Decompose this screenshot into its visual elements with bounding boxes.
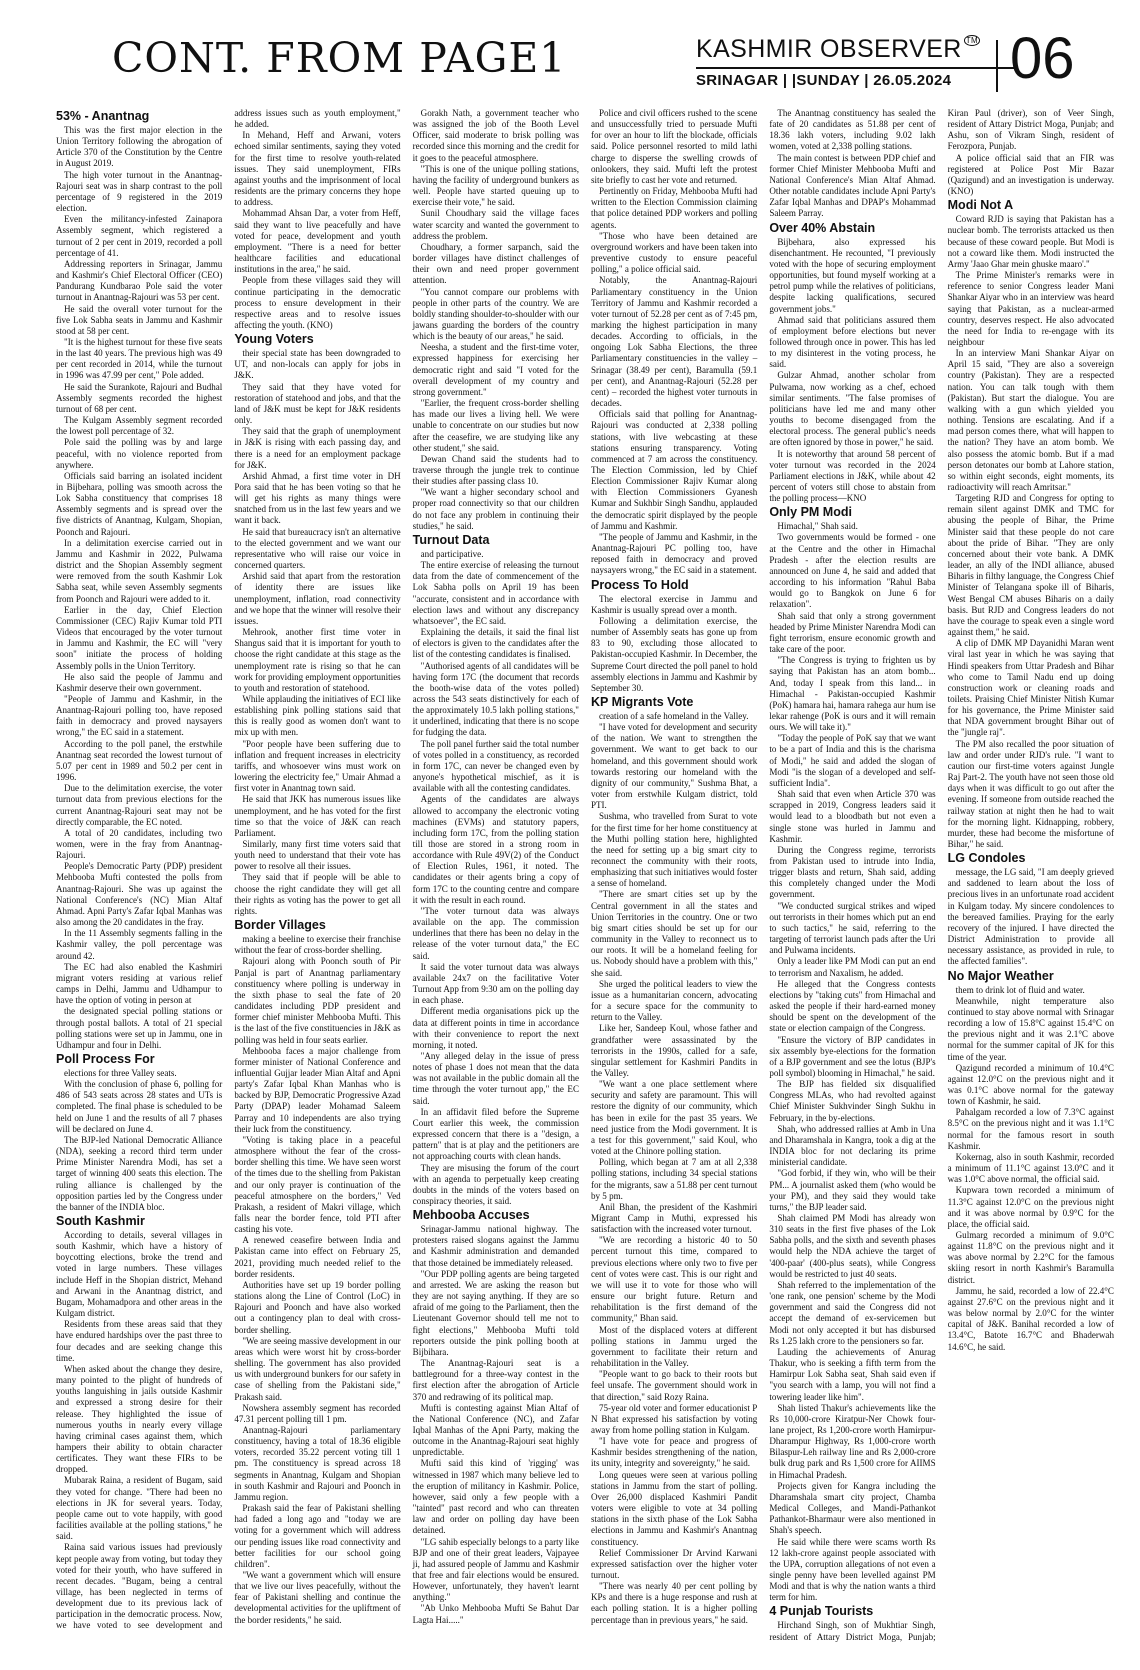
article-paragraph: Targeting RJD and Congress for opting to remain silent against DMK and TMC for abusing the people of Bihar, the Prime Minister said that these people do not care about the pride of Bihar. "They are only concerned about their vote bank. A DMK leader, an ally of the INDI alliance, abused Biharis in filthy language, the Congress Chief Minister of Telangana spoke ill of Biharis, West Bengal CM abuses Biharis on a daily basis. But RJD and Congress leaders do not have the courage to speak even a single word against them," he said. bbox=[947, 493, 1114, 638]
article-paragraph: Most of the displaced voters at different polling stations in Jammu urged the government to facilitate their return and rehabilitation in the Valley. bbox=[590, 1324, 758, 1369]
article-paragraph: The BJP-led National Democratic Alliance (NDA), seeking a record third term under Prime Minister Narendra Modi, has set a target of winning 400 seats this election. The ruling alliance is challenged by the opposition parties led by the Congress under the banner of the INDIA bloc. bbox=[56, 1134, 223, 1212]
article-paragraph: Gorakh Nath, a government teacher who was assigned the job of the Booth Level Officer, said moderate to brisk polling was recorded since this morning and the credit for it goes to the peaceful atmosphere. bbox=[412, 108, 579, 163]
article-paragraph: While applauding the initiatives of ECI like establishing pink polling stations said that this is really good as women don't want to mix up with men. bbox=[234, 693, 401, 738]
article-paragraph: Nowshera assembly segment has recorded 47.31 percent polling till 1 pm. bbox=[234, 1402, 401, 1424]
masthead-divider bbox=[996, 40, 998, 92]
article-paragraph: The Anantnag constituency has sealed the fate of 20 candidates as 51.88 per cent of 18.36 lakh voters, including 9.02 lakh women, voted at 2,338 polling stations. bbox=[769, 108, 936, 152]
article-paragraph: "Earlier, the frequent cross-border shelling has made our lives a living hell. We were unable to concentrate on our studies but now after the ceasefire, we are studying like any other student," she said. bbox=[412, 398, 579, 453]
article-paragraph: Polling, which began at 7 am at all 2,338 polling stations, including 34 special stations for the migrants, saw a 51.88 per cent turnout by 5 pm. bbox=[590, 1157, 758, 1201]
article-paragraph: A total of 20 candidates, including two women, were in the fray from Anantnag-Rajouri. bbox=[56, 827, 223, 861]
article-paragraph: Due to the delimitation exercise, the voter turnout data from previous elections for the current Anantnag-Rajouri seat may not be directly comparable, the EC noted. bbox=[56, 783, 223, 827]
article-paragraph: With the conclusion of phase 6, polling for 486 of 543 seats across 28 states and UTs is completed. The final phase is scheduled to be held on June 1 and the results of all 7 phases will be declared on June 4. bbox=[56, 1079, 223, 1134]
article-paragraph: They are misusing the forum of the court with an agenda to perpetually keep creating doubts in the minds of the voters based on conspiracy theories, it said. bbox=[412, 1162, 579, 1206]
article-paragraph: "We want a one place settlement where security and safety are paramount. This will restore the dignity of our community, which has been in exile for the past 35 years. We need justice from the Modi government. It is a test for this government," said Koul, who voted at the Chinore polling station. bbox=[590, 1079, 758, 1157]
article-paragraph: This was the first major election in the Union Territory following the abrogation of Article 370 of the Constitution by the Centre in August 2019. bbox=[56, 125, 223, 169]
article-paragraph: Following a delimitation exercise, the number of Assembly seats has gone up from 83 to 90, excluding those allocated to Pakistan-occupied Kashmir. In December, the Supreme Court directed the poll panel to hold assembly elections in Jammu and Kashmir by September 30. bbox=[590, 615, 758, 693]
article-paragraph: It said the voter turnout data was always available 24x7 on the facilitative Voter Turnout App from 9:30 am on the polling day in each phase. bbox=[412, 961, 579, 1006]
article-paragraph: Srinagar-Jammu national highway. The protesters raised slogans against the Jammu and Kashmir administration and demanded that those detained be immediately released. bbox=[412, 1224, 579, 1268]
article-paragraph: The Prime Minister's remarks were in reference to senior Congress leader Mani Shankar Aiyar who in an interview was heard saying that Pakistan, as a nuclear-armed country, deserves respect. He also advocated the need for India to re-engage with its neighbour bbox=[947, 270, 1114, 347]
article-paragraph: "There was nearly 40 per cent polling by KPs and there is a huge response and rush at each polling station. It is a higher polling percentage than in previous years," he said. bbox=[590, 1581, 758, 1625]
article-paragraph: Mehrook, another first time voter in Shangus said that it is important for youth to choose the right candidate at this stage as the unemployment rate is rising so that he can work for providing employment opportunities to youth and restoration of statehood. bbox=[234, 627, 401, 693]
article-heading: 4 Punjab Tourists bbox=[769, 1604, 874, 1619]
article-paragraph: A renewed ceasefire between India and Pakistan came into effect on February 25, 2021, providing much needed relief to the border residents. bbox=[234, 1235, 401, 1279]
article-paragraph: "LG sahib especially belongs to a party like BJP and one of their great leaders, Vajpayee ji, had assured people of Jammu and Kashmir that free and fair elections would be ensured. However, unfortunately, they haven't learnt anything." bbox=[412, 1536, 579, 1603]
article-paragraph: Projects given for Kangra including the Dharamshala smart city project, Chamba Medical Colleges, and Mandi-Pathankot Pathankot-Bharmaur were also mentioned in Shah's speech. bbox=[769, 1480, 936, 1536]
article-paragraph: "God forbid, if they win, who will be their PM... A journalist asked them (who would be your PM), and they said they would take turns," the BJP leader said. bbox=[769, 1168, 936, 1212]
article-heading: Process To Hold bbox=[590, 577, 689, 592]
article-paragraph: The electoral exercise in Jammu and Kashmir is usually spread over a month. bbox=[590, 593, 758, 615]
article-paragraph: Coward RJD is saying that Pakistan has a nuclear bomb. The terrorists attacked us then because of these coward people. But Modi is not a coward like them. Modi instructed the Army 'Jaao Ghar mein ghuske maaro'." bbox=[947, 214, 1114, 269]
article-paragraph: Gulzar Ahmad, another scholar from Pulwama, now working as a chef, echoed similar sentiments. "The false promises of politicians have led me and many other youths to become disengaged from the electoral process. The general public's needs are often ignored by those in power," he said. bbox=[769, 370, 936, 448]
article-paragraph: Shah said that even when Article 370 was scrapped in 2019, Congress leaders said it would lead to a bloodbath but not even a single stone was hurled in Jammu and Kashmir. bbox=[769, 789, 936, 844]
article-paragraph: Residents from these areas said that they have endured hardships over the past three to four decades and are seeking change this time. bbox=[56, 1319, 223, 1363]
article-paragraph: According to details, several villages in south Kashmir, which have a history of boycotting elections, broke the trend and voted in large numbers. These villages include Heff in the Shopian district, Mehand and Arwani in the Anantnag district, and Bugam, Mohamadpora and other areas in the Kulgam district. bbox=[56, 1230, 223, 1319]
article-paragraph: "It is the highest turnout for these five seats in the last 40 years. The previous high was 49 per cent recorded in 2014, while the turnout in 1996 was 47.99 per cent," Pole added. bbox=[56, 336, 223, 381]
article-heading: KP Migrants Vote bbox=[590, 694, 694, 709]
article-paragraph: A clip of DMK MP Dayanidhi Maran went viral last year in which he was saying that Hindi speakers from Uttar Pradesh and Bihar who come to Tamil Nadu end up doing construction work or cleaning roads and toilets. Praising Chief Minister Nitish Kumar for his governance, the Prime Minister said that NDA government brought Bihar out of the "jungle raj". bbox=[947, 638, 1114, 738]
article-paragraph: Shah referred to the implementation of the 'one rank, one pension' scheme by the Modi government and said the Congress did not accept the demand of ex-servicemen but Modi not only accepted it but has disbursed Rs 1.25 lakh crore to the pensioners so far. bbox=[769, 1279, 936, 1346]
article-paragraph: Different media organisations pick up the data at different points in time in accordance with their convenience to report the next morning, it noted. bbox=[412, 1006, 579, 1050]
article-paragraph: Shah, who addressed rallies at Amb in Una and Dharamshala in Kangra, took a dig at the INDIA bloc for not declaring its prime ministerial candidate. bbox=[769, 1123, 936, 1168]
article-heading: Poll Process For bbox=[56, 1051, 155, 1066]
article-paragraph: 75-year old voter and former educationist P N Bhat expressed his satisfaction by voting away from home polling station in Kulgam. bbox=[590, 1402, 758, 1435]
article-paragraph: "We want a higher secondary school and proper road connectivity so that our children do not face any problem in continuing their studies," he said. bbox=[412, 487, 579, 531]
dateline: SRINAGAR | |SUNDAY | 26.05.2024 bbox=[696, 72, 952, 89]
article-paragraph: He said the Surankote, Rajouri and Budhal Assembly segments recorded the highest turnout of 68 per cent. bbox=[56, 381, 223, 414]
article-paragraph: Kupwara town recorded a minimum of 11.3°C against 12.0°C on the previous night and it was above normal by 0.9°C for the place, the official said. bbox=[947, 1185, 1114, 1229]
article-paragraph: Choudhary, a former sarpanch, said the border villages have distinct challenges of their own and need proper government attention. bbox=[412, 241, 579, 286]
article-paragraph: Shah said that only a strong government headed by Prime Minister Narendra Modi can fight terrorism, ensure economic growth and take care of the poor. bbox=[769, 610, 936, 655]
article-heading: No Major Weather bbox=[947, 968, 1054, 983]
article-paragraph: In the 11 Assembly segments falling in the Kashmir valley, the poll percentage was around 42. bbox=[56, 928, 223, 961]
article-paragraph: Kokernag, also in south Kashmir, recorded a minimum of 11.1°C against 13.0°C and it was 1.0°C above normal, the official said. bbox=[947, 1151, 1114, 1185]
article-paragraph: In an interview Mani Shankar Aiyar on April 15 said, "They are also a sovereign country (Pakistan). They are a respected nation. You can talk tough with them (Pakistan). But start the dialogue. You are walking with a gun which yielded you nothing. Tensions are escalating. And if a mad person comes there, what will happen to the nation? They have an atom bomb. We also possess the atomic bomb. But if a mad person detonates our bomb at Lahore station, so within eight seconds, eight moments, its radioactivity will reach Amritsar." bbox=[947, 348, 1114, 492]
article-paragraph: "Poor people have been suffering due to inflation and frequent increases in electricity tariffs, and whosoever wins must work on lowering the electricity fee," Umair Ahmad a first voter in Anantnag town said. bbox=[234, 738, 401, 794]
article-paragraph: The Kulgam Assembly segment recorded the lowest poll percentage of 32. bbox=[56, 415, 223, 437]
article-paragraph: It is noteworthy that around 58 percent of voter turnout was recorded in the 2024 Parliament elections in J&K, while about 42 percent of voters still chose to abstain from the polling process—KNO bbox=[769, 448, 936, 504]
article-paragraph: The PM also recalled the poor situation of law and order under RJD's rule. "I want to caution our first-time voters against Jungle Raj Part-2. The youth have not seen those old days when it was difficult to go out after the evening. If someone from outside reached the railway station at night then he had to wait for the morning light. Kidnapping, robbery, murder, these had become the misfortune of Bihar," he said. bbox=[947, 738, 1114, 849]
article-heading: Modi Not A bbox=[947, 198, 1014, 213]
page-number: 06 bbox=[1010, 26, 1075, 91]
paper-name-text: KASHMIR OBSERVER bbox=[696, 35, 962, 63]
article-paragraph: elections for three Valley seats. bbox=[64, 1067, 177, 1078]
article-heading: 53% - Anantnag bbox=[56, 109, 150, 123]
article-paragraph: He alleged that the Congress contests elections by "taking cuts" from Himachal and asked the people if their hard-earned money should be spent on the development of the state or election campaign of the Congress. bbox=[769, 978, 936, 1034]
article-paragraph: Jammu, he said, recorded a low of 22.4°C against 27.6°C on the previous night and it was below normal by 2.0°C for the winter capital of J&K. Banihal recorded a low of 13.4°C, Batote 16.7°C and Bhaderwah 14.6°C, he said. bbox=[947, 1285, 1114, 1352]
article-paragraph: Mufti said this kind of 'rigging' was witnessed in 1987 which many believe led to the eruption of militancy in Kashmir. Police, however, said only a few people with a "tainted" past record and who can threaten law and order on polling day have been detained. bbox=[412, 1458, 579, 1536]
article-paragraph: Even the militancy-infested Zainapora Assembly segment, which registered a turnout of 2 per cent in 2019, recorded a poll percentage of 41. bbox=[56, 214, 223, 258]
article-paragraph: "People of Jammu and Kashmir, in the Anantnag-Rajouri polling too, have reposed faith in democracy and proved naysayers wrong," the EC said in a statement. bbox=[56, 693, 223, 738]
article-paragraph: Two governments would be formed - one at the Centre and the other in Himachal Pradesh - after the election results are announced on June 4, he said and added that according to his information "Rahul Baba would go to Bangkok on June 6 for relaxation". bbox=[769, 532, 936, 610]
article-paragraph: making a beeline to exercise their franchise without the fear of cross-border shelling. bbox=[234, 934, 401, 956]
article-paragraph: People's Democratic Party (PDP) president Mehbooba Mufti contested the polls from Anantnag-Rajouri. She was up against the National Conference's (NC) Mian Altaf Ahmad. Apni Party's Zafar Iqbal Manhas was also among the 20 candidates in the fray. bbox=[56, 861, 223, 928]
article-heading: Young Voters bbox=[234, 332, 314, 347]
article-paragraph: "I have vote for peace and progress of Kashmir besides strengthening of the nation, its unity, integrity and sovereignty," he said. bbox=[590, 1436, 758, 1469]
article-paragraph: He said that JKK has numerous issues like unemployment, and he has voted for the first time so that the voice of J&K can reach Parliament. bbox=[234, 794, 401, 838]
article-paragraph: The main contest is between PDP chief and former Chief Minister Mehbooba Mufti and National Conference's Mian Altaf Ahmad. Other notable candidates include Apni Party's Zafar Iqbal Manhas and DPAP's Mohammad Saleem Parray. bbox=[769, 152, 936, 219]
article-heading: Mehbooba Accuses bbox=[412, 1208, 530, 1223]
article-paragraph: Lauding the achievements of Anurag Thakur, who is seeking a fifth term from the Hamirpur Lok Sabha seat, Shah said even if "you search with a lamp, you will not find a towering leader like him". bbox=[769, 1346, 936, 1402]
article-heading: LG Condoles bbox=[947, 851, 1026, 866]
article-paragraph: Pertinently on Friday, Mehbooba Mufti had written to the Election Commission claiming that police detained PDP workers and polling agents. bbox=[590, 186, 758, 230]
article-paragraph: In an affidavit filed before the Supreme Court earlier this week, the commission expressed concern that there is a "design, a pattern" that is at play and the petitioners are not approaching courts with clean hands. bbox=[412, 1106, 579, 1162]
article-paragraph: "There are smart cities set up by the Central government in all the states and Union Territories in the country. One or two big smart cities should be set up for our community in the Valley to reconnect us to our roots. It will be a homeland feeling for us. Nobody should have a problem with this," she said. bbox=[590, 889, 758, 978]
section-title: CONT. FROM PAGE1 bbox=[112, 34, 567, 82]
article-paragraph: People from these villages said they will continue participating in the democratic process to ensure development in their respective areas and to resolve issues affecting the youth. (KNO) bbox=[234, 275, 401, 330]
article-paragraph: "We want a government which will ensure that we live our lives peacefully, without the fear of Pakistani shelling and continue the developmental activities for the upliftment of the border residents," he said. bbox=[234, 1570, 401, 1625]
article-paragraph: Officials said barring an isolated incident in Bijbehara, polling was smooth across the Lok Sabha constituency that comprises 18 Assembly segments and is spread over the five districts of Anantnag, Kulgam, Shopian, Poonch and Rajouri. bbox=[56, 470, 223, 537]
article-paragraph: Raina said various issues had previously kept people away from voting, but today they voted for their youth, who have suffered in recent decades. "Bugam, being a central village, has been neglected in terms of development due to its previous lack of participation in the democratic process. Now, we have voted to see development and address issues such as youth employment," he added. bbox=[56, 108, 401, 1631]
article-paragraph: "Ensure the victory of BJP candidates in six assembly bye-elections for the formation of a BJP government and see the lotus (BJP's poll symbol) blooming in Himachal," he said. bbox=[769, 1034, 936, 1078]
article-paragraph: Relief Commissioner Dr Arvind Karwani expressed satisfaction over the higher voter turnout. bbox=[590, 1547, 758, 1580]
trademark-mark: TM bbox=[965, 36, 979, 45]
article-paragraph: During the Congress regime, terrorists from Pakistan used to intrude into India, trigger blasts and return, Shah said, adding this completely changed under the Modi government. bbox=[769, 844, 936, 900]
article-paragraph: "The people of Jammu and Kashmir, in the Anantnag-Rajouri PC polling too, have reposed faith in democracy and proved naysayers wrong," the EC said in a statement. bbox=[590, 531, 758, 576]
article-paragraph: "Authorised agents of all candidates will be having form 17C (the document that records the booth-wise data of the votes polled) across the 543 seats distinctively for each of the approximately 10.5 lakh polling stations," it underlined, indicating that there is no scope for fudging the data. bbox=[412, 660, 579, 738]
article-paragraph: In a delimitation exercise carried out in Jammu and Kashmir in 2022, Pulwama district and the Shopian Assembly segment were removed from the south Kashmir Lok Sabha seat, while seven Assembly segments from Poonch and Rajouri were added to it. bbox=[56, 537, 223, 604]
article-paragraph: Sushma, who travelled from Surat to vote for the first time for her home constituency at the Muthi polling station here, highlighted the need for setting up a big smart city to reconnect the community with their roots, emphasizing that such initiatives would foster a sense of homeland. bbox=[590, 811, 758, 889]
article-paragraph: He said that bureaucracy isn't an alternative to the elected government and we want our representative who will raise our voice in concerned quarters. bbox=[234, 526, 401, 571]
article-heading: South Kashmir bbox=[56, 1214, 145, 1228]
article-paragraph: He said the overall voter turnout for the five Lok Sabha seats in Jammu and Kashmir stood at 58 per cent. bbox=[56, 303, 223, 336]
article-paragraph: Sunil Choudhary said the village faces water scarcity and wanted the government to address the problem. bbox=[412, 208, 579, 241]
article-paragraph: "Voting is taking place in a peaceful atmosphere without the fear of the cross-border shelling this time. We have seen worst of the times due to the shelling from Pakistan and our only prayer is continuation of the peaceful atmosphere on the borders," Ved Prakash, a resident of Makri village, which falls near the border fence, told PTI after casting his vote. bbox=[234, 1134, 401, 1235]
article-paragraph: Authorities have set up 19 border polling stations along the Line of Control (LoC) in Rajouri and Poonch and have also worked out a contingency plan to deal with cross-border shelling. bbox=[234, 1279, 401, 1335]
article-paragraph: "Today the people of PoK say that we want to be a part of India and this is the charisma of Modi," he said and added the slogan of Modi "is the slogan of a developed and self-sufficient India". bbox=[769, 733, 936, 788]
paper-brand bbox=[696, 37, 1016, 88]
article-paragraph: "You cannot compare our problems with people in other parts of the country. We are boldly standing shoulder-to-shoulder with our jawans guarding the borders of the country which is the beauty of our areas," he said. bbox=[412, 286, 579, 342]
article-paragraph: Earlier in the day, Chief Election Commissioner (CEC) Rajiv Kumar told PTI Videos that encouraged by the voter turnout in Jammu and Kashmir, the EC will "very soon" initiate the process of holding Assembly polls in the Union Territory. bbox=[56, 604, 223, 671]
article-paragraph: "Our PDP polling agents are being targeted and arrested. We are asking the reason but they are not saying anything. If they are so afraid of me going to the Parliament, then the Lieutenant Governor should tell me not to fight elections," Mehbooba Mufti told reporters outside the pink polling booth at Bijbihara. bbox=[412, 1268, 579, 1357]
article-paragraph: Meanwhile, night temperature also continued to stay above normal with Srinagar recording a low of 15.8°C against 15.4°C on the previous night and it was 2.1°C above normal for the summer capital of JK for this time of the year. bbox=[947, 995, 1114, 1062]
article-paragraph: Police and civil officers rushed to the scene and unsuccessfully tried to persuade Mufti for over an hour to lift the blockade, officials said. Police personnel resorted to mild lathi charge to disperse the swelling crowds of onlookers, they said. Mufti left the protest site briefly to cast her vote and returned. bbox=[590, 108, 758, 185]
article-paragraph: Shah claimed PM Modi has already won 310 seats in the first five phases of the Lok Sabha polls, and the sixth and seventh phases would help the NDA achieve the target of '400-paar' (400-plus seats), while Congress would be restricted to just 40 seats. bbox=[769, 1213, 936, 1279]
article-paragraph: Only a leader like PM Modi can put an end to terrorism and Naxalism, he added. bbox=[769, 956, 936, 978]
article-paragraph: their special state has been downgraded to UT, and non-locals can apply for jobs in J&K. bbox=[234, 348, 401, 381]
article-paragraph: They said that the graph of unemployment in J&K is rising with each passing day, and there is a need for an employment package for J&K. bbox=[234, 426, 401, 470]
paper-name bbox=[696, 37, 1016, 62]
article-paragraph: Anil Bhan, the president of the Kashmiri Migrant Camp in Muthi, expressed his satisfaction with the increased voter turnout. bbox=[590, 1201, 758, 1235]
article-paragraph: Mufti is contesting against Mian Altaf of the National Conference (NC), and Zafar Iqbal Manhas of the Apni Party, making the outcome in the Anantnag-Rajouri seat highly unpredictable. bbox=[412, 1402, 579, 1458]
article-paragraph: Himachal," Shah said. bbox=[777, 521, 858, 532]
article-paragraph: Similarly, many first time voters said that youth need to understand that their vote has power to resolve all their issues. bbox=[234, 839, 401, 872]
article-paragraph: Ahmad said that politicians assured them of employment before elections but never followed through once in power. This has led to my disinterest in the voting process, he said. bbox=[769, 314, 936, 370]
article-paragraph: The EC had also enabled the Kashmiri migrant voters residing at various relief camps in Delhi, Jammu and Udhampur to have the option of voting in person at bbox=[56, 961, 223, 1006]
article-paragraph: Neesha, a student and the first-time voter, expressed happiness for exercising her democratic right and said "I voted for the overall development of my country and strong government." bbox=[412, 342, 579, 397]
article-paragraph: Arshid said that apart from the restoration of identity there are issues like unemployment, inflation, road connectivity and we hope that the winner will resolve their issues. bbox=[234, 571, 401, 626]
article-paragraph: message, the LG said, "I am deeply grieved and saddened to learn about the loss of precious lives in an unfortunate road accident in Kulgam today. My sincere condolences to the bereaved families. Praying for the early recovery of the injured. I have directed the District Administration to provide all necessary assistance, as provided in rule, to the affected families". bbox=[947, 867, 1114, 967]
article-paragraph: Addressing reporters in Srinagar, Jammu and Kashmir's Chief Electoral Officer (CEO) Pandurang Kundbarao Pole said the voter turnout in Anantnag-Rajouri was 53 per cent. bbox=[56, 258, 223, 303]
article-paragraph: Arshid Ahmad, a first time voter in DH Pora said that he has been voting so that he will get his rights as many things were snatched from us in the last few years and we want it back. bbox=[234, 470, 401, 526]
article-paragraph: Pahalgam recorded a low of 7.3°C against 8.5°C on the previous night and it was 1.1°C normal for the famous resort in south Kashmir. bbox=[947, 1107, 1114, 1151]
article-paragraph: They said that if people will be able to choose the right candidate they will get all their rights as voting has the power to get all rights. bbox=[234, 872, 401, 916]
article-paragraph: The high voter turnout in the Anantnag-Rajouri seat was in sharp contrast to the poll percentage of 9 registered in the 2019 election. bbox=[56, 169, 223, 214]
article-paragraph: According to the poll panel, the erstwhile Anantnag seat recorded the lowest turnout of 5.07 per cent in 1989 and 50.2 per cent in 1996. bbox=[56, 738, 223, 783]
article-paragraph: Dewan Chand said the students had to traverse through the jungle trek to continue their studies after passing class 10. bbox=[412, 453, 579, 487]
article-paragraph: Anantnag-Rajouri parliamentary constituency, having a total of 18.36 eligible voters, recorded 35.22 percent voting till 1 pm. The constituency is spread across 18 segments in Anantnag, Kulgam and Shopian in south Kashmir and Rajouri and Poonch in Jammu region. bbox=[234, 1424, 401, 1502]
masthead-rule bbox=[696, 67, 1016, 69]
article-paragraph: Rajouri along with Poonch south of Pir Panjal is part of Anantnag parliamentary constituency where polling is underway in the sixth phase to seal the fate of 20 candidates including PDP president and former chief minister Mehbooba Mufti. This is the last of the five constituencies in J&K as polling was held in four seats earlier. bbox=[234, 956, 401, 1045]
article-heading: Only PM Modi bbox=[769, 505, 852, 520]
article-paragraph: They said that they have voted for restoration of statehood and jobs, and that the land of J&K must be kept for J&K residents only. bbox=[234, 381, 401, 426]
article-paragraph: "We are recording a historic 40 to 50 percent turnout this time, compared to previous elections where only two to five per cent of votes were cast. This is our right and we will use it to vote for those who will ensure our bright future. Return and rehabilitation is the first demand of the community," Bhan said. bbox=[590, 1235, 758, 1324]
article-paragraph: Mubarak Raina, a resident of Bugam, said they voted for change. "There had been no elections in JK for several years. Today, people came out to vote happily, with good facilities available at the polling stations," he said. bbox=[56, 1475, 223, 1542]
article-paragraph: He said while there were scams worth Rs 12 lakh-crore against people associated with the UPA, corruption allegations of not even a single penny have been levelled against PM Modi and that is why the nation wants a third term for him. bbox=[769, 1536, 936, 1603]
article-paragraph: "Ab Unko Mehbooba Mufti Se Bahut Dar Lagta Hai....." bbox=[412, 1603, 579, 1625]
article-paragraph: The entire exercise of releasing the turnout data from the date of commencement of the Lok Sabha polls on April 19 has been "accurate, consistent and in accordance with election laws and without any discrepancy whatsoever", the EC said. bbox=[412, 560, 579, 626]
article-paragraph: Mehbooba faces a major challenge from former minister of National Conference and influential Gujjar leader Mian Altaf and Apni party's Zafar Iqbal Khan Manhas who is backed by BJP, Democratic Progressive Azad Party (DPAP) leader Mohamad Saleem Parray and 10 independents are also trying their luck from the constituency. bbox=[234, 1045, 401, 1134]
article-paragraph: The poll panel further said the total number of votes polled in a constituency, as recorded in form 17C, can never be changed even by anyone's hypothetical mischief, as it is available with all the contesting candidates. bbox=[412, 738, 579, 794]
article-paragraph: "Those who have been detained are overground workers and have been taken into preventive custody to ensure peaceful polling," a police official said. bbox=[590, 230, 758, 275]
article-paragraph: Like her, Sandeep Koul, whose father and grandfather were assassinated by the terrorists in the 1990s, called for a safe, singular settlement for Kashmiri Pandits in the Valley. bbox=[590, 1023, 758, 1078]
article-paragraph: Bijbehara, also expressed his disenchantment. He recounted, "I previously voted with the hope of securing employment opportunities, but found myself working at a petrol pump while the relatives of politicians, despite lacking qualifications, secured government jobs." bbox=[769, 236, 936, 314]
article-paragraph: In Mehand, Heff and Arwani, voters echoed similar sentiments, saying they voted for the first time to resolve youth-related issues. They said unemployment, FIRs against youths and the imprisonment of local residents are the primary concerns they hope to address. bbox=[234, 130, 401, 208]
article-paragraph: "People want to go back to their roots but feel unsafe. The government should work in that direction," said Rozy Raina. bbox=[590, 1369, 758, 1402]
article-paragraph: Hirchand Singh, son of Mukhtiar Singh, resident of Attary District Moga, Punjab; Kiran Paul (driver), son of Veer Singh, resident of Attary District Moga, Punjab; and Ashu, son of Vikram Singh, resident of Ferozpora, Punjab. bbox=[769, 108, 1114, 1642]
article-paragraph: Pole said the polling was by and large peaceful, with no violence reported from anywhere. bbox=[56, 437, 223, 470]
article-paragraph: Long queues were seen at various polling stations in Jammu from the start of polling. Over 26,000 displaced Kashmiri Pandit voters were eligible to vote at 34 polling stations in the sixth phase of the Lok Sabha elections in Jammu and Kashmir's Anantnag constituency. bbox=[590, 1469, 758, 1547]
article-paragraph: She urged the political leaders to view the issue as a humanitarian concern, advocating for a secure space for the community to return to the Valley. bbox=[590, 978, 758, 1023]
article-paragraph: "I have voted for development and security of the nation. We want to strengthen the government. We want to get back to our homeland, and this government should work towards restoring our homeland with the dignity of our community," Sushma Bhat, a voter from erstwhile Kulgam district, told PTI. bbox=[590, 722, 758, 811]
article-paragraph: Agents of the candidates are always allowed to accompany the electronic voting machines (EVMs) and statutory papers, including form 17C, from the polling station till those are stored in a strong room in accordance with Rule 49V(2) of the Conduct of Election Rules, 1961, it noted. The candidates or their agents bring a copy of form 17C to the counting centre and compare it with the result in each round. bbox=[412, 794, 579, 905]
article-paragraph: Officials said that polling for Anantnag-Rajouri was conducted at 2,338 polling stations, with live webcasting at these stations ensuring transparency. Voting commenced at 7 am across the constituency. The Election Commission, led by Chief Election Commissioner Rajiv Kumar along with Election Commissioners Gyanesh Kumar and Sukhbir Singh Sandhu, applauded the democratic spirit displayed by the people of Jammu and Kashmir. bbox=[590, 409, 758, 531]
article-paragraph: them to drink lot of fluid and water. bbox=[955, 984, 1085, 995]
article-paragraph: Mohammad Ahsan Dar, a voter from Heff, said they want to live peacefully and have voted for peace, development and youth employment. "There is a need for better healthcare facilities and educational institutions in the area," he said. bbox=[234, 208, 401, 275]
article-heading: Over 40% Abstain bbox=[769, 220, 876, 235]
article-heading: Turnout Data bbox=[412, 532, 490, 547]
article-paragraph: Shah listed Thakur's achievements like the Rs 10,000-crore Kiratpur-Ner Chowk four-lane project, Rs 1,200-crore worth Hamirpur-Dharampur Highway, Rs 1,000-crore worth Bilaspur-Leh railway line and Rs 2,000-crore bulk drug park and Rs 1,500 crore for AIIMS in Himachal Pradesh. bbox=[769, 1402, 936, 1480]
article-paragraph: A police official said that an FIR was registered at Police Post Mir Bazar (Qazigund) and an investigation is underway. (KNO) bbox=[947, 152, 1114, 197]
article-heading: Border Villages bbox=[234, 918, 326, 933]
article-paragraph: Prakash said the fear of Pakistani shelling had faded a long ago and "today we are voting for a government which will address our pending issues like road connectivity and better facilities for our school going children". bbox=[234, 1503, 401, 1569]
article-paragraph: "We conducted surgical strikes and wiped out terrorists in their homes which put an end to such tactics," he said, referring to the targeting of terrorist launch pads after the Uri and Pulwama incidents. bbox=[769, 900, 936, 956]
article-paragraph: "Any alleged delay in the issue of press notes of phase 1 does not mean that the data was not available in the public domain all the time through the voter turnout app," the EC said. bbox=[412, 1050, 579, 1106]
article-paragraph: Explaining the details, it said the final list of electors is given to the candidates after the list of the contesting candidates is finalised. bbox=[412, 627, 579, 660]
article-paragraph: creation of a safe homeland in the Valley. bbox=[598, 710, 749, 721]
article-paragraph: "The Congress is trying to frighten us by saying that Pakistan has an atom bomb... And, today I speak from this land... in Himachal - Pakistan-occupied Kashmir (PoK) hamara hai, hamara rahega aur hum ise lekar rahenge (PoK is ours and it will remain ours. We will take it)." bbox=[769, 655, 936, 733]
article-paragraph: Qazigund recorded a minimum of 10.4°C against 12.0°C on the previous night and it was 0.1°C above normal for the gateway town of Kashmir, he said. bbox=[947, 1062, 1114, 1107]
article-paragraph: "This is one of the unique polling stations, having the facility of underground bunkers as well. People have started queuing up to exercise their vote," he said. bbox=[412, 163, 579, 208]
article-paragraph: and participative. bbox=[420, 548, 484, 559]
article-paragraph: The Anantnag-Rajouri seat is a battleground for a three-way contest in the first election after the abrogation of Article 370 and redrawing of its political map. bbox=[412, 1358, 579, 1402]
article-paragraph: "We are seeing massive development in our areas which were worst hit by cross-border shelling. The government has also provided us with underground bunkers for our safety in case of shelling from the Pakistani side," Prakash said. bbox=[234, 1335, 401, 1402]
masthead bbox=[56, 0, 1114, 96]
article-paragraph: He also said the people of Jammu and Kashmir deserve their own government. bbox=[56, 671, 223, 693]
article-paragraph: The BJP has fielded six disqualified Congress MLAs, who had revolted against Chief Minister Sukhvinder Singh Sukhu in February, in the by-elections. bbox=[769, 1079, 936, 1123]
article-paragraph: the designated special polling stations or through postal ballots. A total of 21 special polling stations were set up in Jammu, one in Udhampur and four in Delhi. bbox=[56, 1006, 223, 1050]
article-paragraph: Gulmarg recorded a minimum of 9.0°C against 11.8°C on the previous night and it was above normal by 2.2°C for the famous skiing resort in north Kashmir's Baramulla district. bbox=[947, 1230, 1114, 1285]
article-paragraph: "The voter turnout data was always available on the app. The commission underlines that there has been no delay in the release of the voter turnout data," the EC said. bbox=[412, 905, 579, 961]
article-columns bbox=[56, 108, 1114, 1648]
article-paragraph: Notably, the Anantnag-Rajouri Parliamentary constituency in the Union Territory of Jammu and Kashmir recorded a voter turnout of 52.28 per cent as of 7:45 pm, marking the highest participation in many decades. According to officials, in the ongoing Lok Sabha Elections, the three Parliamentary constituencies in the valley – Srinagar (38.49 per cent), Baramulla (59.1 per cent), and Anantnag-Rajouri (52.28 per cent) – recorded the highest voter turnouts in decades. bbox=[590, 275, 758, 409]
article-paragraph: When asked about the change they desire, many pointed to the plight of hundreds of youths languishing in jails outside Kashmir and expressed a strong desire for their release. They highlighted the issue of numerous youths in nearly every village having criminal cases against them, which hampers their ability to obtain character certificates. They want these FIRs to be dropped. bbox=[56, 1363, 223, 1475]
